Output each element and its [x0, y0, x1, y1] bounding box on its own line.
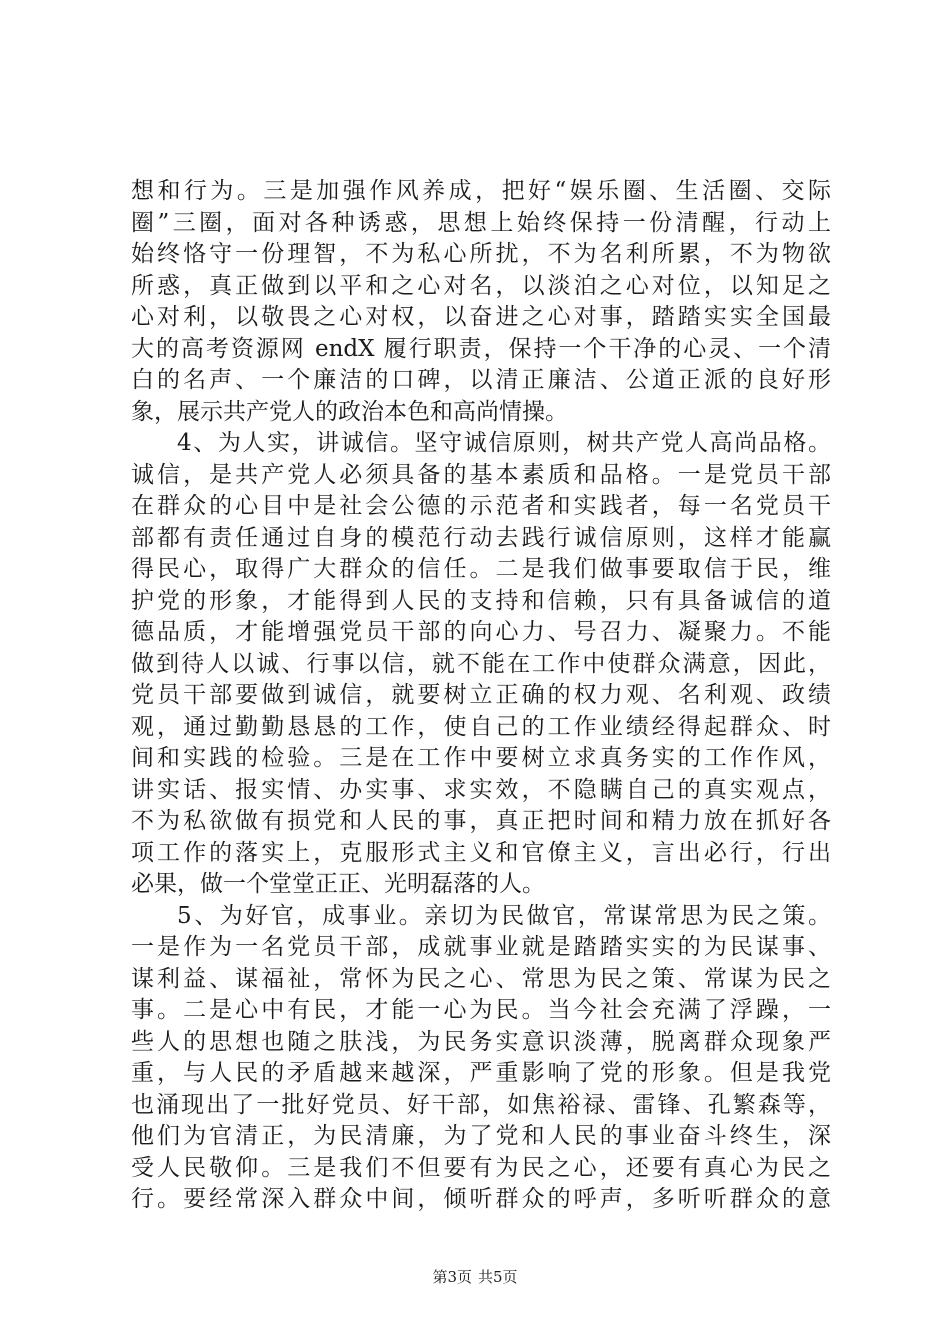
text-line: 在群众的心目中是社会公德的示范者和实践者，每一名党员干: [131, 493, 831, 519]
text-line: 圈”三圈，面对各种诱惑，思想上始终保持一份清醒，行动上: [131, 209, 831, 236]
document-body: [131, 176, 831, 1216]
text-line: 重，与人民的矛盾越来越深，严重影响了党的形象。但是我党: [131, 1060, 831, 1086]
page-footer: [0, 1266, 950, 1287]
paragraph-4-first-line: 4、为人实，讲诚信。坚守诚信原则，树共产党人高尚品格。: [177, 430, 831, 456]
text-line: 他们为官清正，为民清廉，为了党和人民的事业奋斗终生，深: [131, 1123, 831, 1149]
text-line: 象，展示共产党人的政治本色和高尚情操。: [131, 398, 568, 425]
text-line: 做到待人以诚、行事以信，就不能在工作中使群众满意，因此，: [131, 650, 831, 677]
text-line: 谋利益、谋福祉，常怀为民之心、常思为民之策、常谋为民之: [131, 965, 831, 992]
paragraph-5-first-line: 5、为好官，成事业。亲切为民做官，常谋常思为民之策。: [177, 902, 831, 929]
text-line: 大的高考资源网 endX 履行职责，保持一个干净的心灵、一个清: [131, 335, 831, 362]
text-line: 事。二是心中有民，才能一心为民。当今社会充满了浮躁，一: [131, 997, 831, 1023]
text-line: 讲实话、报实情、办实事、求实效，不隐瞒自己的真实观点，: [131, 776, 831, 803]
text-line: 项工作的落实上，克服形式主义和官僚主义，言出必行，行出: [131, 839, 831, 866]
text-line: 诚信，是共产党人必须具备的基本素质和品格。一是党员干部: [131, 461, 831, 488]
text-line: 一是作为一名党员干部，成就事业就是踏踏实实的为民谋事、: [131, 934, 831, 960]
text-line: 想和行为。三是加强作风养成，把好“娱乐圈、生活圈、交际: [131, 178, 831, 204]
text-line: 也涌现出了一批好党员、好干部，如焦裕禄、雷锋、孔繁森等，: [131, 1091, 831, 1118]
text-line: 些人的思想也随之肤浅，为民务实意识淡薄，脱离群众现象严: [131, 1028, 831, 1055]
text-line: 得民心，取得广大群众的信任。二是我们做事要取信于民，维: [131, 556, 831, 582]
text-line: 始终恪守一份理智，不为私心所扰，不为名利所累，不为物欲: [131, 241, 831, 267]
text-line: 心对利，以敬畏之心对权，以奋进之心对事，踏踏实实全国最: [131, 304, 831, 330]
text-line: 所惑，真正做到以平和之心对名，以淡泊之心对位，以知足之: [131, 272, 831, 299]
page-number: 第3页: [432, 1268, 472, 1286]
text-line: 观，通过勤勤恳恳的工作，使自己的工作业绩经得起群众、时: [131, 713, 831, 740]
text-line: 间和实践的检验。三是在工作中要树立求真务实的工作作风，: [131, 745, 831, 771]
text-line: 部都有责任通过自身的模范行动去践行诚信原则，这样才能赢: [131, 524, 831, 551]
text-line: 白的名声、一个廉洁的口碑，以清正廉洁、公道正派的良好形: [131, 367, 831, 393]
text-line: 必果，做一个堂堂正正、光明磊落的人。: [131, 871, 545, 897]
text-line: 受人民敬仰。三是我们不但要有为民之心，还要有真心为民之: [131, 1154, 831, 1181]
text-line: 护党的形象，才能得到人民的支持和信赖，只有具备诚信的道: [131, 587, 831, 614]
text-line: 不为私欲做有损党和人民的事，真正把时间和精力放在抓好各: [131, 808, 831, 834]
text-line: 德品质，才能增强党员干部的向心力、号召力、凝聚力。不能: [131, 619, 831, 645]
page-total: 共5页: [478, 1268, 518, 1286]
text-line: 党员干部要做到诚信，就要树立正确的权力观、名利观、政绩: [131, 682, 831, 708]
text-line: 行。要经常深入群众中间，倾听群众的呼声，多听听群众的意: [131, 1186, 831, 1212]
